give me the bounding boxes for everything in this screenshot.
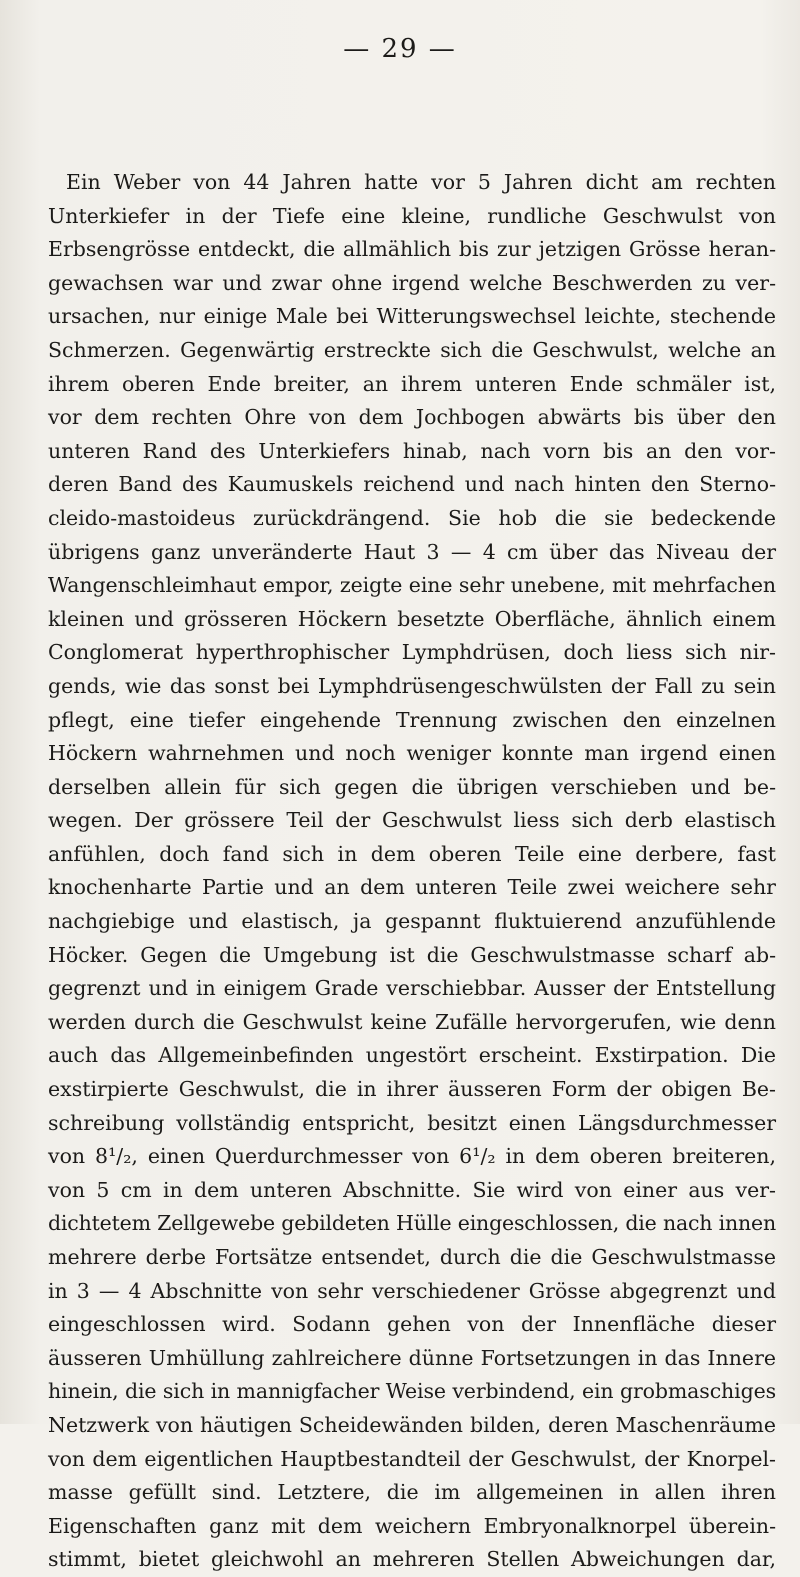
text-line: kleinen und grösseren Höckern besetzte Oberfläche, ähnlich einem xyxy=(48,606,776,631)
text-line: übrigens ganz unveränderte Haut 3 — 4 cm über das Niveau der xyxy=(48,539,776,564)
text-line: von dem eigentlichen Hauptbestandteil der Geschwulst, der Knorpel- xyxy=(48,1446,776,1471)
text-line: Erbsengrösse entdeckt, die allmählich bis zur jetzigen Grösse heran- xyxy=(48,237,776,262)
text-line: eingeschlossen wird. Sodann gehen von der Innenfläche dieser xyxy=(48,1312,776,1337)
text-line: dichtetem Zellgewebe gebildeten Hülle eingeschlossen, die nach innen xyxy=(48,1211,776,1236)
text-line: vor dem rechten Ohre von dem Jochbogen abwärts bis über den xyxy=(48,405,776,430)
text-line: Netzwerk von häutigen Scheidewänden bilden, deren Maschenräume xyxy=(48,1412,776,1437)
text-line: Schmerzen. Gegenwärtig erstreckte sich die Geschwulst, welche an xyxy=(48,337,776,362)
text-line: Höckern wahrnehmen und noch weniger konnte man irgend einen xyxy=(48,741,776,766)
page-number: — 29 — xyxy=(343,34,457,64)
text-line: in 3 — 4 Abschnitte von sehr verschiedener Grösse abgegrenzt und xyxy=(48,1278,776,1303)
text-line: anfühlen, doch fand sich in dem oberen Teile eine derbere, fast xyxy=(48,841,776,866)
text-line: ursachen, nur einige Male bei Witterungswechsel leichte, stechende xyxy=(48,304,776,329)
text-line: exstirpierte Geschwulst, die in ihrer äusseren Form der obigen Be- xyxy=(48,1077,776,1102)
text-line: Unterkiefer in der Tiefe eine kleine, rundliche Geschwulst von xyxy=(48,203,776,228)
text-line: gends, wie das sonst bei Lymphdrüsengeschwülsten der Fall zu sein xyxy=(48,673,776,698)
text-line: Conglomerat hyperthrophischer Lymphdrüsen, doch liess sich nir- xyxy=(48,640,776,665)
text-line: wegen. Der grössere Teil der Geschwulst liess sich derb elastisch xyxy=(48,808,776,833)
text-line: gegrenzt und in einigem Grade verschiebbar. Ausser der Entstellung xyxy=(48,976,776,1001)
text-line: unteren Rand des Unterkiefers hinab, nach vorn bis an den vor- xyxy=(48,438,776,463)
text-line: nachgiebige und elastisch, ja gespannt fluktuierend anzufühlende xyxy=(48,909,776,934)
body-text xyxy=(48,166,776,1577)
text-line: ihrem oberen Ende breiter, an ihrem unteren Ende schmäler ist, xyxy=(48,371,776,396)
text-line: von 5 cm in dem unteren Abschnitte. Sie wird von einer aus ver- xyxy=(48,1177,776,1202)
text-line: von 8¹/₂, einen Querdurchmesser von 6¹/₂ in dem oberen breiteren, xyxy=(48,1144,776,1169)
text-line: hinein, die sich in mannigfacher Weise verbindend, ein grobmaschiges xyxy=(48,1379,776,1404)
text-line: masse gefüllt sind. Letztere, die im allgemeinen in allen ihren xyxy=(48,1480,776,1505)
text-line: gewachsen war und zwar ohne irgend welche Beschwerden zu ver- xyxy=(48,270,776,295)
text-line: derselben allein für sich gegen die übrigen verschieben und be- xyxy=(48,774,776,799)
text-line: deren Band des Kaumuskels reichend und nach hinten den Sterno- xyxy=(48,472,776,497)
text-line: Ein Weber von 44 Jahren hatte vor 5 Jahren dicht am rechten xyxy=(66,170,776,194)
text-line: werden durch die Geschwulst keine Zufälle hervorgerufen, wie denn xyxy=(48,1009,776,1034)
text-line: pflegt, eine tiefer eingehende Trennung zwischen den einzelnen xyxy=(48,707,776,732)
text-line: Höcker. Gegen die Umgebung ist die Geschwulstmasse scharf ab- xyxy=(48,942,776,967)
text-line: knochenharte Partie und an dem unteren Teile zwei weichere sehr xyxy=(48,875,776,900)
text-line: Wangenschleimhaut empor, zeigte eine sehr unebene, mit mehrfachen xyxy=(48,573,776,598)
text-line: Eigenschaften ganz mit dem weichern Embryonalknorpel überein- xyxy=(48,1513,776,1538)
text-line: äusseren Umhüllung zahlreichere dünne Fortsetzungen in das Innere xyxy=(48,1345,776,1370)
text-line: mehrere derbe Fortsätze entsendet, durch die die Geschwulstmasse xyxy=(48,1245,776,1269)
text-line: schreibung vollständig entspricht, besitzt einen Längsdurchmesser xyxy=(48,1110,776,1135)
text-line: auch das Allgemeinbefinden ungestört erscheint. Exstirpation. Die xyxy=(48,1043,776,1068)
text-line: cleido-mastoideus zurückdrängend. Sie hob die sie bedeckende xyxy=(48,505,776,530)
text-line: stimmt, bietet gleichwohl an mehreren Stellen Abweichungen dar, xyxy=(48,1547,776,1572)
